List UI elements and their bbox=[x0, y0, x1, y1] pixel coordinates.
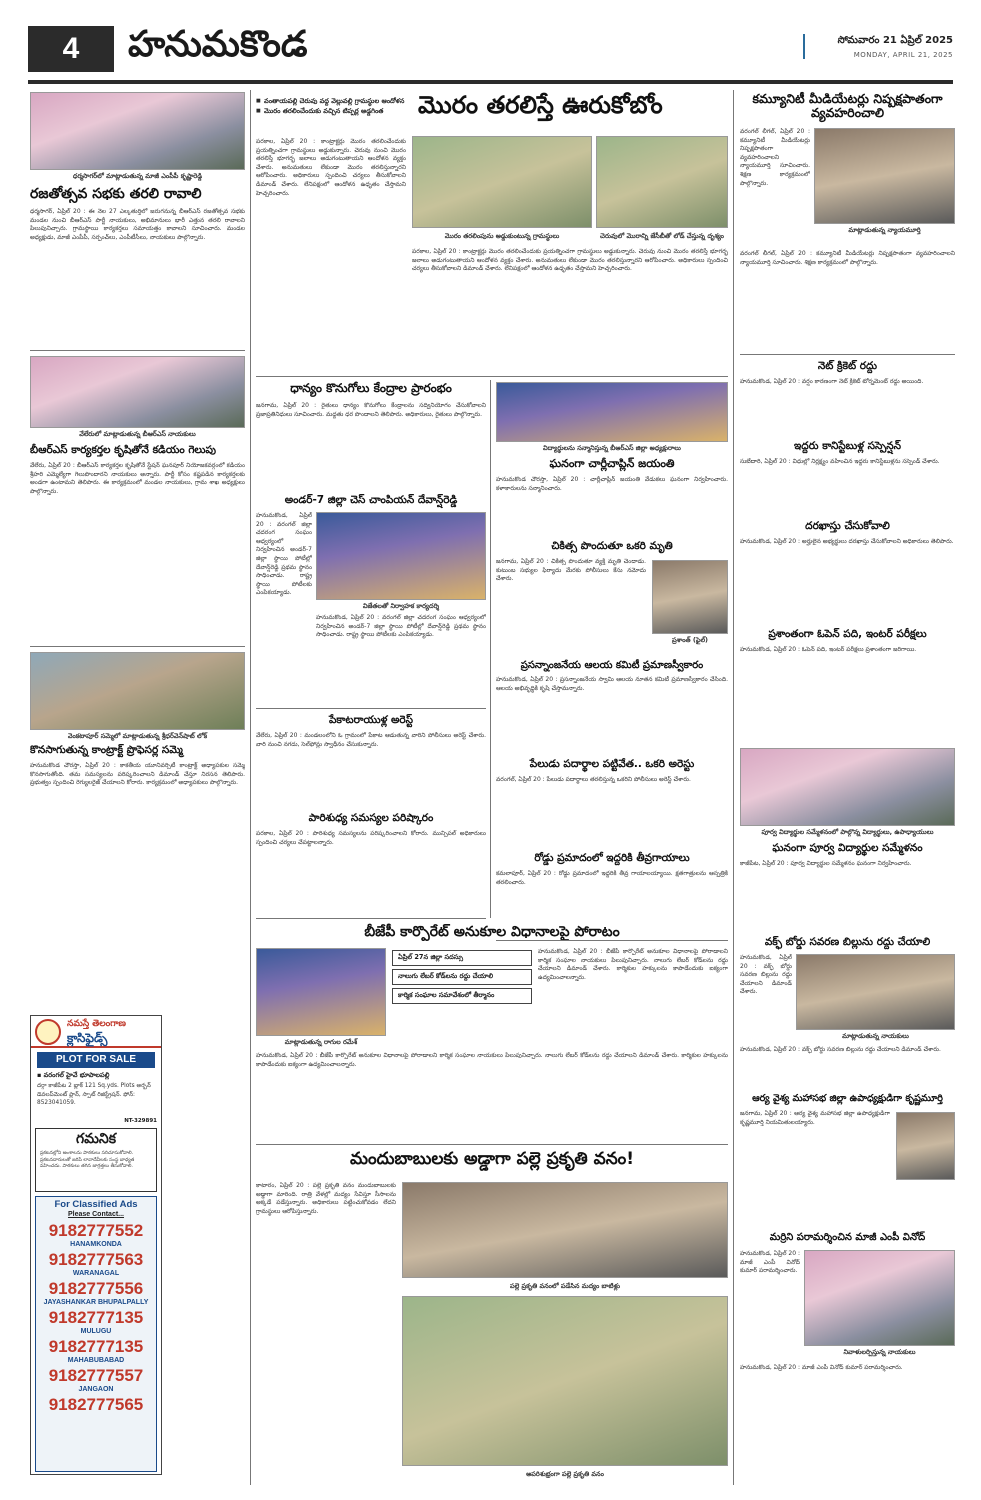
divider bbox=[256, 376, 728, 377]
photo-caption: పల్లె ప్రకృతి వనంలో పడేసిన మద్యం బాటిళ్లు bbox=[510, 1282, 620, 1290]
newspaper-logo-icon bbox=[35, 1019, 61, 1045]
photo-caption: వేలేరులో మాట్లాడుతున్న బీఆర్ఎస్ నాయకులు bbox=[79, 430, 196, 438]
article-text: హనుమకొండ, ఏప్రిల్ 20 : ప్రసన్నాంజనేయ స్వామి ఆలయ నూతన కమిటీ ప్రమాణస్వీకారం చేసింది. ఆలయ అభివృద్ధికి కృషి చేస్తామన్నారు. bbox=[496, 676, 728, 692]
phone-number: 9182777135 bbox=[48, 1308, 144, 1327]
photo-caption: ప్రశాంత్ (ఫైల్) bbox=[671, 636, 709, 644]
headline-alumni: ఘనంగా పూర్వ విద్యార్థుల సమ్మేళనం bbox=[772, 842, 923, 854]
bjp-highlight-boxes bbox=[392, 950, 532, 1007]
plot-location: ▪ వరంగల్ హైవే భూపాలపల్లి bbox=[37, 1071, 110, 1079]
photo-caption: మాట్లాడుతున్న రాగుల రమేశ్ bbox=[284, 1038, 358, 1046]
article-text: కాజీపేట, ఏప్రిల్ 20 : పూర్వ విద్యార్థుల సమ్మేళనం ఘనంగా నిర్వహించారు. bbox=[740, 860, 912, 867]
notice-box bbox=[35, 1128, 157, 1192]
edition-title: హనుమకొండ bbox=[128, 24, 308, 65]
article-photo-speaker bbox=[256, 948, 386, 1036]
column-divider bbox=[733, 90, 734, 1485]
headline-waqf: వక్ఫ్ బోర్డు సవరణ బిల్లును రద్దు చేయాలి bbox=[764, 936, 931, 948]
article-photo-velair bbox=[30, 356, 245, 428]
photo-caption: అపరిశుభ్రంగా పల్లె ప్రకృతి వనం bbox=[526, 1470, 604, 1478]
article-text: వరంగల్ లీగల్, ఏప్రిల్ 20 : కమ్యూనిటీ మీడియేటర్లు నిష్పక్షపాతంగా వ్యవహరించాలని న్యాయమూర్తి సూచించారు. శిక్షణ కార్యక్రమంలో పాల్గొన్నారు. bbox=[740, 128, 810, 187]
article-text-continued: వరంగల్ లీగల్, ఏప్రిల్ 20 : కమ్యూనిటీ మీడియేటర్లు నిష్పక్షపాతంగా వ్యవహరించాలని న్యాయమూర్తి సూచించారు. శిక్షణ కార్యక్రమంలో పాల్గొన్నారు. bbox=[740, 250, 955, 266]
headline-bjp-corporate: బీజేపీ కార్పొరేట్ అనుకూల విధానాలపై పోరాటం bbox=[364, 924, 620, 940]
divider bbox=[496, 940, 728, 941]
article-text-continued: హనుమకొండ, ఏప్రిల్ 20 : మాజీ ఎంపీ వినోద్ కుమార్ పరామర్శించారు. bbox=[740, 1364, 903, 1371]
headline-net-cricket: నెట్ క్రికెట్ రద్దు bbox=[817, 360, 878, 372]
article-text: హనుమకొండ చౌరస్తా, ఏప్రిల్ 20 : కాకతీయ యూనివర్సిటీ కాంట్రాక్ట్ అధ్యాపకుల సమ్మె కొనసాగుతోంది. తమ సమస్యలను పరిష్కరించాలని డిమాండ్ చేస్తూ నిరసన తెలిపారు. ప్రభుత్వం స్పందించి రెగ్యులరైజ్ చేయాలని కోరారు. కార్యక్రమంలో అధ్యాపకులు పాల్గొన్నారు. bbox=[30, 762, 245, 787]
phone-place: WARANAGAL bbox=[72, 1270, 120, 1277]
photo-caption: విజేతలతో నిర్వాహక కార్యదర్శి bbox=[362, 602, 440, 610]
article-photo-chess-winners bbox=[316, 512, 486, 600]
divider bbox=[256, 918, 486, 919]
divider bbox=[256, 1144, 728, 1145]
date-block bbox=[803, 34, 953, 59]
masthead-rule bbox=[28, 80, 953, 84]
divider bbox=[256, 708, 486, 709]
article-text-continued: హనుమకొండ, ఏప్రిల్ 20 : బీజేపీ కార్పొరేట్ అనుకూల విధానాలపై పోరాడాలని కార్మిక సంఘాల నాయకులు పిలుపునిచ్చారు. నాలుగు లేబర్ కోడ్‌లను రద్దు చేయాలని డిమాండ్ చేశారు. కార్మికుల హక్కులను కాపాడేందుకు ఐక్యంగా ఉద్యమించాలన్నారు. bbox=[256, 1052, 728, 1068]
phone-place: JAYASHANKAR BHUPALPALLY bbox=[43, 1299, 149, 1306]
article-text: హనుమకొండ చౌరస్తా, ఏప్రిల్ 20 : చార్లీచాప్లిన్ జయంతి వేడుకలు ఘనంగా నిర్వహించారు. కళాకారులను సన్మానించారు. bbox=[496, 476, 728, 492]
article-text: జనగామ, ఏప్రిల్ 20 : రైతులు ధాన్యం కొనుగోలు కేంద్రాలను సద్వినియోగం చేసుకోవాలని ప్రజాప్రతినిధులు సూచించారు. మద్దతు ధర పొందాలని తెలిపారు. అధికారులు, రైతులు పాల్గొన్నారు. bbox=[256, 402, 486, 418]
photo-caption: పూర్వ విద్యార్థుల సమ్మేళనంలో పాల్గొన్న విద్యార్థులు, ఉపాధ్యాయులు bbox=[761, 828, 934, 836]
article-photo-judges bbox=[814, 128, 955, 224]
bullet-item: ■ వంతాయపల్లి చెరువు వద్ద వెల్లువల్లి గ్రామస్థుల ఆందోళన bbox=[256, 96, 406, 106]
article-text-continued: హనుమకొండ, ఏప్రిల్ 20 : వరంగల్ జిల్లా చదరంగ సంఘం ఆధ్వర్యంలో నిర్వహించిన అండర్-7 జిల్లా స్థాయి పోటీల్లో దేవాన్ష్‌రెడ్డి ప్రథమ స్థానం సాధించాడు. రాష్ట్ర స్థాయి పోటీలకు ఎంపికయ్యాడు. bbox=[316, 614, 486, 639]
classified-header bbox=[31, 1016, 161, 1048]
photo-caption: మొరం తరలింపును అడ్డుకుంటున్న గ్రామస్థులు bbox=[444, 232, 560, 240]
ads-title: For Classified Ads bbox=[54, 1199, 138, 1210]
article-photo-alumni bbox=[740, 748, 955, 826]
article-photo-tribute bbox=[804, 1250, 955, 1346]
highlight-box: కార్మిక సంఘాల సమావేశంలో తీర్మానం bbox=[392, 988, 532, 1004]
highlight-bullets bbox=[256, 96, 406, 116]
article-text: కమలాపూర్, ఏప్రిల్ 20 : రోడ్డు ప్రమాదంలో ఇద్దరికి తీవ్ర గాయాలయ్యాయి. క్షతగాత్రులను ఆస్పత్రికి తరలించారు. bbox=[496, 870, 728, 886]
article-text: హనుమకొండ, ఏప్రిల్ 20 : వర్షం కారణంగా నెట్ క్రికెట్ టోర్నమెంట్ రద్దు అయింది. bbox=[740, 378, 924, 385]
ads-contact: Please Contact... bbox=[67, 1211, 125, 1218]
date-telugu: సోమవారం 21 ఏప్రిల్ 2025 bbox=[837, 35, 953, 46]
date-english: MONDAY, APRIL 21, 2025 bbox=[853, 51, 953, 59]
headline-community-mediators: కమ్యూనిటీ మీడియేటర్లు నిష్పక్షపాతంగా వ్యవహరించాలి bbox=[752, 91, 943, 121]
article-text-continued: హనుమకొండ, ఏప్రిల్ 20 : వక్ఫ్ బోర్డు సవరణ బిల్లును రద్దు చేయాలని డిమాండ్ చేశారు. bbox=[740, 1046, 941, 1053]
notice-text: ప్రకటనల్లోని అంశాలను పాఠకులు సరిచూసుకోవాలి. ప్రకటనదారులతో జరిపే లావాదేవీలకు సంస్థ బాధ్యత వహించదు. పాఠకులు తగిన జాగ్రత్తలు తీసుకోవాలి. bbox=[40, 1151, 135, 1169]
phone-number: 9182777557 bbox=[48, 1366, 144, 1385]
article-text: హనుమకొండ, ఏప్రిల్ 20 : వరంగల్ జిల్లా చదరంగ సంఘం ఆధ్వర్యంలో నిర్వహించిన అండర్-7 జిల్లా స్థాయి పోటీల్లో దేవాన్ష్‌రెడ్డి ప్రథమ స్థానం సాధించాడు. రాష్ట్ర స్థాయి పోటీలకు ఎంపికయ్యాడు. bbox=[256, 512, 312, 597]
article-text: హనుమకొండ, ఏప్రిల్ 20 : వక్ఫ్ బోర్డు సవరణ బిల్లును రద్దు చేయాలని డిమాండ్ చేశారు. bbox=[740, 954, 792, 996]
highlight-box: నాలుగు లేబర్ కోడ్‌లను రద్దు చేయాలి bbox=[392, 969, 532, 985]
page-number: 4 bbox=[28, 26, 114, 72]
photo-caption: విద్యార్థులను సన్మానిస్తున్న బీఆర్ఎస్ జిల్లా అధ్యక్షురాలు bbox=[543, 444, 681, 452]
article-photo-jcb bbox=[596, 136, 728, 228]
classified-ads-panel bbox=[30, 1015, 162, 1475]
phone-place: MULUGU bbox=[80, 1328, 112, 1335]
divider bbox=[740, 354, 955, 355]
headline-open-exams: ప్రశాంతంగా ఓపెన్ పది, ఇంటర్ పరీక్షలు bbox=[768, 628, 927, 640]
column-divider bbox=[490, 380, 491, 918]
photo-caption: మాట్లాడుతున్న నాయకులు bbox=[842, 1032, 909, 1040]
headline-rajatotsavam: రజతోత్సవ సభకు తరలి రావాలి bbox=[30, 186, 202, 202]
phone-number: 9182777563 bbox=[48, 1250, 144, 1269]
article-text: పరకాల, ఏప్రిల్ 20 : పారిశుధ్య సమస్యలను పరిష్కరించాలని కోరారు. మున్సిపల్ అధికారులు స్పందించి చర్యలు చేపట్టాలన్నారు. bbox=[256, 830, 486, 846]
phone-place: HANAMKONDA bbox=[70, 1241, 122, 1248]
article-text: హనుమకొండ, ఏప్రిల్ 20 : బీజేపీ కార్పొరేట్ అనుకూల విధానాలపై పోరాడాలని కార్మిక సంఘాల నాయకులు పిలుపునిచ్చారు. నాలుగు లేబర్ కోడ్‌లను రద్దు చేయాలని డిమాండ్ చేశారు. కార్మికుల హక్కులను కాపాడేందుకు ఐక్యంగా ఉద్యమించాలన్నారు. bbox=[538, 948, 728, 981]
article-photo-villagers bbox=[412, 136, 592, 228]
article-photo-deceased bbox=[652, 560, 728, 634]
article-text: హనుమకొండ, ఏప్రిల్ 20 : మాజీ ఎంపీ వినోద్ కుమార్ పరామర్శించారు. bbox=[740, 1250, 800, 1275]
photo-caption: నివాళులర్పిస్తున్న నాయకులు bbox=[843, 1348, 916, 1356]
article-text: వరంగల్, ఏప్రిల్ 20 : పేలుడు పదార్థాలు తరలిస్తున్న ఒకరిని పోలీసులు అరెస్ట్ చేశారు. bbox=[496, 776, 691, 783]
headline-arrest: పేకాటరాయుళ్ల అరెస్ట్ bbox=[328, 714, 414, 726]
masthead bbox=[28, 26, 953, 86]
phone-number: 9182777552 bbox=[48, 1221, 144, 1240]
article-text: వేలేరు, ఏప్రిల్ 20 : బీఆర్ఎస్ కార్యకర్తల కృషితోనే స్టేషన్ ఘనపూర్ నియోజకవర్గంలో కడియం శ్రీహరి ఎమ్మెల్యేగా గెలుపొందారని నాయకులు అన్నారు. పార్టీ కోసం కష్టపడిన కార్యకర్తలకు అండగా ఉంటామని తెలిపారు. ఈ కార్యక్రమంలో మండల నాయకులు, గ్రామ శాఖ అధ్యక్షులు పాల్గొన్నారు. bbox=[30, 462, 245, 495]
article-photo-dharmasagar bbox=[30, 92, 245, 170]
headline-explosives: పేలుడు పదార్థాల పట్టివేత.. ఒకరి అరెస్టు bbox=[529, 758, 695, 770]
article-text: జనగామ, ఏప్రిల్ 20 : ఆర్య వైశ్య మహాసభ జిల్లా ఉపాధ్యక్షుడిగా కృష్ణమూర్తి నియమితులయ్యారు. bbox=[740, 1110, 890, 1126]
photo-caption: వెంకటాపూర్ సమ్మెలో మాట్లాడుతున్న శ్రీధర్‌వెన్‌షాట్ లోక్ bbox=[67, 732, 208, 740]
headline-road-accident: రోడ్డు ప్రమాదంలో ఇద్దరికి తీవ్రగాయాలు bbox=[534, 852, 690, 864]
plot-details: దర్గా కాజీపేట 2 బ్లాక్ 121 Sq.yds. Plots అర్బన్ డెవలప్‌మెంట్ ప్లాన్, స్పాట్ రిజిస్ట్రేషన్. ఫోన్: 8523041059. bbox=[37, 1083, 151, 1106]
article-photo-felicitation bbox=[496, 382, 728, 442]
article-text: జనగామ, ఏప్రిల్ 20 : చికిత్స పొందుతూ వ్యక్తి మృతి చెందాడు. కుటుంబ సభ్యుల ఫిర్యాదు మేరకు పోలీసులు కేసు నమోదు చేశారు. bbox=[496, 558, 646, 583]
headline-drinkers: మందుబాబులకు అడ్డాగా పల్లె ప్రకృతి వనం! bbox=[349, 1149, 634, 1169]
phone-number: 9182777556 bbox=[48, 1279, 144, 1298]
headline-arya-vysya: ఆర్య వైశ్య మహాసభ జిల్లా ఉపాధ్యక్షుడిగా కృష్ణమూర్తి bbox=[752, 1093, 943, 1104]
headline-sanitation: పారిశుధ్య సమస్యల పరిష్కారం bbox=[308, 812, 434, 824]
phone-place: MAHABUBABAD bbox=[67, 1357, 125, 1364]
article-photo-park bbox=[402, 1296, 728, 1466]
article-text-continued: పరకాల, ఏప్రిల్ 20 : కాంట్రాక్టర్లు మొరం తరలించేందుకు ప్రయత్నించగా గ్రామస్థులు అడ్డుకున్నారు. చెరువు నుంచి మొరం తరలిస్తే భూగర్భ జలాలు అడుగంటుతాయని ఆందోళన వ్యక్తం చేశారు. అనుమతులు లేకుండా మొరం తరలిస్తున్నారని ఆరోపించారు. అధికారులు స్పందించి చర్యలు తీసుకోవాలని డిమాండ్ చేశారు. లేనిపక్షంలో ఆందోళన ఉధృతం చేస్తామని హెచ్చరించారు. bbox=[412, 248, 728, 273]
phone-number: 9182777565 bbox=[48, 1395, 144, 1414]
headline-contract-professors: కొనసాగుతున్న కాంట్రాక్ట్ ప్రొఫెసర్ల సమ్మె bbox=[30, 744, 183, 756]
headline-chess: అండర్-7 జిల్లా చెస్ చాంపియన్ దేవాన్ష్‌రెడ్డి bbox=[284, 494, 458, 506]
headline-temple-committee: ప్రసన్నాంజనేయ ఆలయ కమిటీ ప్రమాణస్వీకారం bbox=[520, 660, 704, 671]
plot-for-sale-banner: PLOT FOR SALE bbox=[37, 1052, 155, 1068]
article-text: హనుమకొండ, ఏప్రిల్ 20 : ఓపెన్ పది, ఇంటర్ పరీక్షలు ప్రశాంతంగా జరిగాయి. bbox=[740, 646, 917, 653]
article-photo-krishnamurthy bbox=[896, 1112, 955, 1180]
photo-caption: ధర్మసాగర్‌లో మాట్లాడుతున్న మాజీ ఎంపీపీ కృష్ణారెడ్డి bbox=[72, 172, 203, 180]
divider bbox=[30, 350, 245, 351]
phone-number: 9182777135 bbox=[48, 1337, 144, 1356]
photo-caption: చెరువులో మొరాన్ని జేసీబీతో లోడ్ చేస్తున్న దృశ్యం bbox=[600, 232, 724, 240]
classified-title: క్లాసిఫైడ్స్ bbox=[67, 1031, 108, 1045]
classified-contact-block bbox=[35, 1196, 157, 1472]
article-text: సుబేదారి, ఏప్రిల్ 20 : విధుల్లో నిర్లక్ష్యం వహించిన ఇద్దరు కానిస్టేబుళ్లను సస్పెండ్ చేశారు. bbox=[740, 458, 940, 465]
ad-code: NT-329891 bbox=[124, 1118, 157, 1124]
article-text: ధర్మసాగర్, ఏప్రిల్ 20 : ఈ నెల 27 ఎల్కతుర్తిలో జరుగనున్న బీఆర్ఎస్ రజతోత్సవ సభకు మండల నుంచి బీఆర్ఎస్ పార్టీ నాయకులు, అభిమానులు భారీ ఎత్తున తరలి రావాలని పిలుపునిచ్చారు. గ్రామస్థాయి కార్యకర్తలు సమాయత్తం కావాలని సూచించారు. మండల అధ్యక్షుడు, మాజీ ఎంపీపీ, సర్పంచ్‌లు, ఎంపీటీసీలు, నాయకులు పాల్గొన్నారు. bbox=[30, 208, 245, 241]
photo-caption: మాట్లాడుతున్న న్యాయమూర్తి bbox=[848, 226, 921, 234]
headline-brs-kadiyam: బీఆర్ఎస్ కార్యకర్తల కృషితోనే కడియం గెలుపు bbox=[30, 444, 216, 456]
headline-vinod-visit: మర్రిని పరామర్శించిన మాజీ ఎంపీ వినోద్ bbox=[769, 1232, 926, 1243]
headline-suspension: ఇద్దరు కానిస్టేబుళ్ల సస్పెన్షన్ bbox=[794, 440, 901, 452]
article-text: హనుమకొండ, ఏప్రిల్ 20 : అర్హులైన అభ్యర్థులు దరఖాస్తు చేసుకోవాలని అధికారులు తెలిపారు. bbox=[740, 538, 954, 545]
bullet-item: ■ మొరం తరలించేందుకు వచ్చిన టిప్పర్ల అడ్డగింత bbox=[256, 106, 406, 116]
article-photo-bottles bbox=[402, 1182, 728, 1278]
article-photo-strike bbox=[30, 652, 245, 730]
classified-brand: నమస్తే తెలంగాణ bbox=[67, 1019, 126, 1029]
headline-dhanyam: ధాన్యం కొనుగోలు కేంద్రాల ప్రారంభం bbox=[290, 381, 452, 395]
headline-death: చికిత్స పొందుతూ ఒకరి మృతి bbox=[551, 540, 673, 552]
article-text: వేలేరు, ఏప్రిల్ 20 : మండలంలోని ఓ గ్రామంలో పేకాట ఆడుతున్న వారిని పోలీసులు అరెస్ట్ చేశారు. వారి నుంచి నగదు, సెల్‌ఫోన్లు స్వాధీనం చేసుకున్నారు. bbox=[256, 732, 486, 748]
article-photo-waqf-meeting bbox=[796, 954, 955, 1030]
divider bbox=[30, 646, 245, 647]
article-text: కాటారం, ఏప్రిల్ 20 : పల్లె ప్రకృతి వనం మందుబాబులకు అడ్డాగా మారింది. రాత్రి వేళల్లో మద్యం సేవిస్తూ సీసాలను అక్కడే పడేస్తున్నారు. అధికారులు పట్టించుకోవడం లేదని గ్రామస్థులు ఆరోపిస్తున్నారు. bbox=[256, 1182, 396, 1215]
article-text: పరకాల, ఏప్రిల్ 20 : కాంట్రాక్టర్లు మొరం తరలించేందుకు ప్రయత్నించగా గ్రామస్థులు అడ్డుకున్నారు. చెరువు నుంచి మొరం తరలిస్తే భూగర్భ జలాలు అడుగంటుతాయని ఆందోళన వ్యక్తం చేశారు. అనుమతులు లేకుండా మొరం తరలిస్తున్నారని ఆరోపించారు. అధికారులు స్పందించి చర్యలు తీసుకోవాలని డిమాండ్ చేశారు. లేనిపక్షంలో ఆందోళన ఉధృతం చేస్తామని హెచ్చరించారు. bbox=[256, 138, 406, 197]
headline-charlie-chaplin: ఘనంగా చార్లీచాప్లిన్ జయంతి bbox=[549, 457, 675, 470]
column-divider bbox=[250, 90, 251, 1485]
headline-moram: మొరం తరలిస్తే ఊరుకోబోం bbox=[418, 91, 663, 119]
highlight-box: ఏప్రిల్ 27న జిల్లా సదస్సు bbox=[392, 950, 532, 966]
headline-apply: దరఖాస్తు చేసుకోవాలి bbox=[805, 520, 890, 532]
phone-place: JANGAON bbox=[78, 1386, 114, 1393]
notice-title: గమనిక bbox=[75, 1131, 117, 1147]
